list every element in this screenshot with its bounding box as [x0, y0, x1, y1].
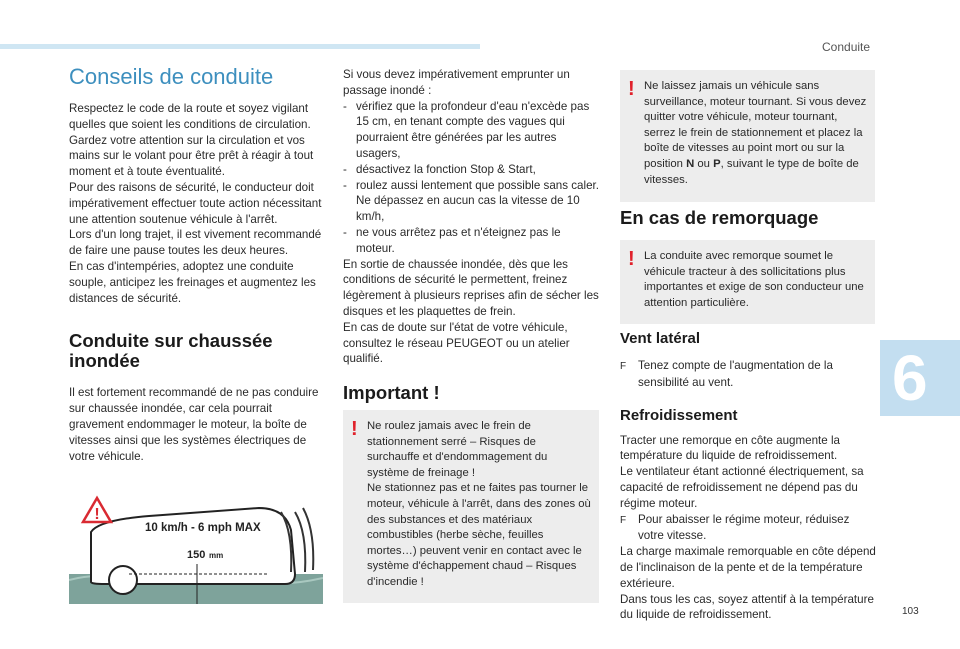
unattended-text: Ne laissez jamais un véhicule sans surveillance, moteur tournant. Si vous devez quitter votre véhicule, moteur tournant, serrez le frein de stationnement et placez la boîte de vitesses au point mort ou sur la position: [644, 80, 867, 170]
page-title: Conseils de conduite: [69, 64, 274, 89]
cooling-text-4: Dans tous les cas, soyez attentif à la température du liquide de refroidissement.: [620, 592, 874, 622]
exclamation-icon: !: [628, 78, 635, 100]
page-number: 103: [902, 606, 919, 617]
car-in-water-figure: [69, 492, 323, 604]
flood-illustration: [69, 492, 323, 604]
unattended-vehicle-warning: [620, 70, 875, 202]
flood-heading-line-1: Conduite sur chaussée: [69, 330, 273, 352]
flood-list-item-2: - désactivez la fonction Stop & Start,: [343, 162, 601, 178]
exclamation-icon: !: [351, 418, 358, 440]
unattended-text-end: , suivant le type de boîte de vitesses.: [644, 157, 859, 186]
column-1: [69, 101, 326, 464]
flood-list-item-4: - ne vous arrêtez pas et n'éteignez pas le moteur.: [343, 225, 601, 257]
flood-list-item-3: - roulez aussi lentement que possible sans caler. Ne dépassez en aucun cas la vitesse de 10 km/h,: [343, 178, 601, 225]
front-wheel: [109, 566, 137, 594]
depth-unit: mm: [209, 551, 224, 560]
section-label: Conduite: [822, 40, 871, 54]
column-2: [343, 67, 601, 403]
cooling-heading: Refroidissement: [620, 406, 738, 424]
chapter-tab: 6: [880, 340, 960, 416]
crosswind-heading: Vent latéral: [620, 330, 701, 347]
flood-heading-line-2: inondée: [69, 350, 140, 372]
warning-text-2: Ne stationnez pas et ne faites pas tourner le moteur, véhicule à l'arrêt, dans des zones où des substances et des matériaux combustibles (herbe sèche, feuilles mortes…) peuvent venir en contact avec le système d'échappement chaud – Risques d'incendie !: [367, 482, 591, 588]
warning-text-1: Ne roulez jamais avec le frein de stationnement serré – Risques de surchauffe et d'endommagement du système de freinage !: [367, 420, 548, 479]
gear-n: N: [686, 157, 695, 170]
intro-line-3: Pour des raisons de sécurité, le conducteur doit impérativement effectuer toute action nécessitant une attention soutenue véhicule à l'arrêt.: [69, 180, 322, 226]
exclamation-icon: !: [628, 248, 635, 270]
column-3-lower: [620, 330, 878, 623]
intro-line-5: En cas d'intempéries, adoptez une conduite souple, anticipez les freinages et augmentez les distances de sécurité.: [69, 259, 316, 305]
towing-warning-text: La conduite avec remorque soumet le véhicule tracteur à des sollicitations plus importantes et exige de son conducteur une attention particulière.: [644, 250, 864, 309]
flood-text: Il est fortement recommandé de ne pas conduire sur chaussée inondée, car cela pourrait gravement endommager le moteur, la boîte de vitesses ainsi que les systèmes électriques de votre véhicule.: [69, 386, 319, 463]
flood-after-1: En sortie de chaussée inondée, dès que les conditions de sécurité le permettent, freinez légèrement à plusieurs reprises afin de sécher les disques et les plaquettes de frein.: [343, 257, 599, 318]
intro-line-1: Respectez le code de la route et soyez vigilant quelles que soient les conditions de circulation.: [69, 102, 311, 131]
speed-label: 10 km/h - 6 mph MAX: [145, 522, 261, 534]
cooling-item: F Pour abaisser le régime moteur, réduisez votre vitesse.: [620, 512, 850, 543]
parking-brake-warning: [343, 410, 599, 603]
flood-heading: [69, 331, 326, 371]
svg-text:!: !: [94, 506, 100, 523]
cooling-text-1: Tracter une remorque en côte augmente la température du liquide de refroidissement.: [620, 433, 840, 463]
crosswind-item: F Tenez compte de l'augmentation de la sensibilité au vent.: [620, 359, 833, 389]
flood-after-2: En cas de doute sur l'état de votre véhicule, consultez le réseau PEUGEOT ou un atelier qualifié.: [343, 320, 570, 366]
towing-warning: [620, 240, 875, 324]
depth-value: 150: [187, 549, 206, 561]
towing-heading: En cas de remorquage: [620, 207, 819, 228]
cooling-text-3: La charge maximale remorquable en côte dépend de l'inclinaison de la pente et de la température extérieure.: [620, 545, 876, 590]
important-heading: Important !: [343, 382, 440, 404]
cooling-text-2: Le ventilateur étant actionné électriquement, sa capacité de refroidissement ne dépend pas du régime moteur.: [620, 465, 864, 510]
unattended-or: ou: [694, 157, 714, 170]
flood-intro: Si vous devez impérativement emprunter un passage inondé :: [343, 68, 570, 97]
gear-p: P: [713, 157, 721, 170]
intro-line-4: Lors d'un long trajet, il est vivement recommandé de faire une pause toutes les deux heures.: [69, 228, 322, 258]
intro-line-2: Gardez votre attention sur la circulation et vos mains sur le volant pour être prêt à réagir à tout moment et à toute éventualité.: [69, 133, 314, 179]
header-accent-bar: [0, 44, 480, 49]
flood-list-item-1: - vérifiez que la profondeur d'eau n'excède pas 15 cm, en tenant compte des vagues qui pourraient être générées par les autres usagers,: [343, 99, 601, 162]
